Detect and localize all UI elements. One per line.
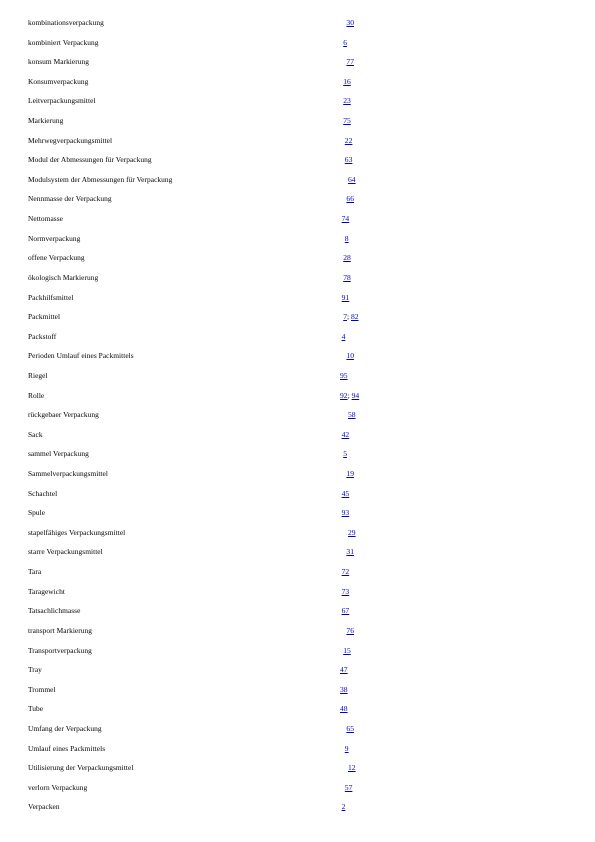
index-term: Rolle bbox=[28, 390, 45, 400]
page-link[interactable]: 92 bbox=[340, 390, 348, 400]
page-link[interactable]: 10 bbox=[346, 351, 354, 361]
index-page-refs bbox=[340, 194, 354, 204]
page-link[interactable]: 15 bbox=[343, 645, 351, 655]
index-entry bbox=[0, 799, 595, 819]
index-entry bbox=[0, 309, 595, 329]
index-entry bbox=[0, 682, 595, 702]
index-entry bbox=[0, 760, 595, 780]
index-page-refs bbox=[340, 587, 349, 597]
index-page-refs bbox=[340, 175, 356, 185]
page-link[interactable]: 47 bbox=[340, 665, 348, 675]
index-term: Leitverpackungsmittel bbox=[28, 96, 96, 106]
page-separator: ; bbox=[347, 390, 352, 400]
page-link[interactable]: 82 bbox=[351, 312, 359, 322]
index-page-refs bbox=[340, 38, 347, 48]
index-page-refs bbox=[340, 685, 348, 695]
index-term: Tube bbox=[28, 704, 44, 714]
index-entry bbox=[0, 35, 595, 55]
page-link[interactable]: 19 bbox=[346, 469, 354, 479]
index-term: Mehrwegverpackungsmittel bbox=[28, 135, 113, 145]
index-entry bbox=[0, 564, 595, 584]
index-entry bbox=[0, 466, 595, 486]
index-term: Riegel bbox=[28, 370, 48, 380]
index-page-refs bbox=[340, 704, 348, 714]
index-page-refs bbox=[340, 155, 352, 165]
index-term: Packstoff bbox=[28, 331, 57, 341]
index-page-refs bbox=[340, 273, 351, 283]
index-page-refs bbox=[340, 253, 351, 263]
index-term: rückgebaer Verpackung bbox=[28, 410, 99, 420]
index-page-refs bbox=[340, 391, 359, 401]
index-term: Modulsystem der Abmessungen für Verpackung bbox=[28, 174, 173, 184]
page-link[interactable]: 6 bbox=[343, 37, 347, 47]
index-term: Packhilfsmittel bbox=[28, 292, 74, 302]
index-page-refs bbox=[340, 489, 349, 499]
page-link[interactable]: 93 bbox=[341, 508, 350, 518]
index-entry bbox=[0, 152, 595, 172]
page-link[interactable]: 57 bbox=[344, 782, 353, 792]
index-entry bbox=[0, 93, 595, 113]
index-entry bbox=[0, 486, 595, 506]
index-entry bbox=[0, 427, 595, 447]
index-page-refs bbox=[340, 665, 348, 675]
index-term: Schachtel bbox=[28, 488, 58, 498]
index-entry bbox=[0, 780, 595, 800]
index-term: stapelfähiges Verpackungsmittel bbox=[28, 527, 126, 537]
index-page-refs bbox=[340, 410, 356, 420]
index-page-refs bbox=[340, 116, 351, 126]
index-term: Utilisierung der Verpackungsmittel bbox=[28, 763, 134, 773]
index-term: Nennmasse der Verpackung bbox=[28, 194, 112, 204]
index-page-refs bbox=[340, 606, 349, 616]
index-term: Umfang der Verpackung bbox=[28, 723, 102, 733]
page-link[interactable]: 45 bbox=[341, 488, 350, 498]
index-page-refs bbox=[340, 214, 349, 224]
page-link[interactable]: 12 bbox=[348, 763, 356, 773]
index-page-refs bbox=[340, 783, 352, 793]
index-entry bbox=[0, 74, 595, 94]
page-link[interactable]: 73 bbox=[341, 586, 350, 596]
index-term: Tatsachlichmasse bbox=[28, 606, 81, 616]
page-link[interactable]: 22 bbox=[344, 135, 353, 145]
page-link[interactable]: 77 bbox=[346, 57, 354, 67]
index-entry bbox=[0, 643, 595, 663]
index-term: Taragewicht bbox=[28, 586, 65, 596]
index-term: Nettomasse bbox=[28, 214, 63, 224]
page-link[interactable]: 65 bbox=[346, 723, 354, 733]
page-separator: ; bbox=[346, 312, 351, 322]
page-link[interactable]: 2 bbox=[341, 802, 346, 812]
index-entry bbox=[0, 701, 595, 721]
index-page-refs bbox=[340, 744, 349, 754]
index-page-refs bbox=[340, 724, 354, 734]
index-term: Transportverpackung bbox=[28, 645, 92, 655]
index-entry bbox=[0, 603, 595, 623]
index-entry bbox=[0, 544, 595, 564]
index-entry bbox=[0, 191, 595, 211]
index-entry bbox=[0, 329, 595, 349]
index-page-refs bbox=[340, 351, 354, 361]
index-page-refs bbox=[340, 371, 348, 381]
index-page-refs bbox=[340, 508, 349, 518]
page-link[interactable]: 9 bbox=[344, 743, 349, 753]
page-link[interactable]: 5 bbox=[343, 449, 347, 459]
index-entry bbox=[0, 15, 595, 35]
index-term: ökologisch Markierung bbox=[28, 272, 99, 282]
index-page-refs bbox=[340, 528, 356, 538]
index-term: starre Verpackungsmittel bbox=[28, 547, 103, 557]
index-page-refs bbox=[340, 332, 345, 342]
page-link[interactable]: 42 bbox=[341, 429, 350, 439]
index-entry bbox=[0, 505, 595, 525]
index-entry bbox=[0, 172, 595, 192]
page-link[interactable]: 63 bbox=[344, 155, 353, 165]
page-link[interactable]: 38 bbox=[340, 684, 348, 694]
index-term: Spule bbox=[28, 508, 46, 518]
index-page-refs bbox=[340, 449, 347, 459]
page-link[interactable]: 76 bbox=[346, 625, 354, 635]
page-link[interactable]: 4 bbox=[341, 331, 346, 341]
index-list bbox=[0, 15, 595, 819]
index-page-refs bbox=[340, 567, 349, 577]
index-entry bbox=[0, 388, 595, 408]
index-term: kombinationsverpackung bbox=[28, 18, 104, 27]
index-page-refs bbox=[340, 136, 352, 146]
index-entry bbox=[0, 623, 595, 643]
index-term: offene Verpackung bbox=[28, 253, 85, 263]
index-term: sammel Verpackung bbox=[28, 449, 89, 459]
page-link[interactable]: 23 bbox=[343, 96, 351, 106]
page-link[interactable]: 91 bbox=[341, 292, 350, 302]
index-entry bbox=[0, 584, 595, 604]
index-entry bbox=[0, 741, 595, 761]
index-page-refs bbox=[340, 312, 359, 322]
index-term: Perioden Umlauf eines Packmittels bbox=[28, 351, 134, 361]
index-page-refs bbox=[340, 626, 354, 636]
index-term: konsum Markierung bbox=[28, 57, 89, 67]
page-link[interactable]: 31 bbox=[346, 547, 354, 557]
index-entry bbox=[0, 446, 595, 466]
page-link[interactable]: 75 bbox=[343, 116, 351, 126]
index-entry bbox=[0, 133, 595, 153]
index-term: Verpacken bbox=[28, 802, 60, 812]
index-term: Trommel bbox=[28, 684, 56, 694]
page-link[interactable]: 16 bbox=[343, 76, 351, 86]
index-page-refs bbox=[340, 18, 354, 28]
page-link[interactable]: 8 bbox=[344, 233, 349, 243]
index-page-refs bbox=[340, 57, 354, 67]
index-entry bbox=[0, 113, 595, 133]
index-page-refs bbox=[340, 763, 356, 773]
index-entry bbox=[0, 250, 595, 270]
index-term: Packmittel bbox=[28, 312, 61, 322]
index-entry bbox=[0, 290, 595, 310]
index-entry bbox=[0, 662, 595, 682]
index-page-refs bbox=[340, 96, 351, 106]
page-link[interactable]: 66 bbox=[346, 194, 354, 204]
index-page-refs bbox=[340, 802, 345, 812]
page-link[interactable]: 74 bbox=[341, 214, 350, 224]
page-link[interactable]: 95 bbox=[340, 370, 348, 380]
index-entry bbox=[0, 348, 595, 368]
index-entry bbox=[0, 211, 595, 231]
page-link[interactable]: 29 bbox=[348, 527, 356, 537]
index-page-refs bbox=[340, 469, 354, 479]
index-entry bbox=[0, 270, 595, 290]
index-entry bbox=[0, 368, 595, 388]
index-page-refs bbox=[340, 77, 351, 87]
index-entry bbox=[0, 231, 595, 251]
index-term: Markierung bbox=[28, 116, 64, 126]
index-term: transport Markierung bbox=[28, 625, 93, 635]
index-term: Sack bbox=[28, 429, 43, 439]
index-term: Normverpackung bbox=[28, 233, 81, 243]
index-term: Konsumverpackung bbox=[28, 76, 89, 86]
index-page-refs bbox=[340, 293, 349, 303]
page-link[interactable]: 64 bbox=[348, 174, 356, 184]
index-page-refs bbox=[340, 234, 349, 244]
index-page-refs bbox=[340, 430, 349, 440]
index-page-refs bbox=[340, 547, 354, 557]
index-entry bbox=[0, 407, 595, 427]
page-link[interactable]: 7 bbox=[343, 312, 347, 322]
index-entry bbox=[0, 721, 595, 741]
page-link[interactable]: 78 bbox=[343, 272, 351, 282]
page-link[interactable]: 48 bbox=[340, 704, 348, 714]
index-term: Umlauf eines Packmittels bbox=[28, 743, 106, 753]
index-term: Sammelverpackungsmittel bbox=[28, 469, 108, 479]
index-term: verlorn Verpackung bbox=[28, 782, 88, 792]
index-term: kombiniert Verpackung bbox=[28, 37, 99, 47]
page-link[interactable]: 67 bbox=[341, 606, 350, 616]
index-term: Tray bbox=[28, 665, 42, 675]
index-page-refs bbox=[340, 646, 351, 656]
index-entry bbox=[0, 525, 595, 545]
page-link[interactable]: 94 bbox=[351, 390, 360, 400]
page-link[interactable]: 58 bbox=[348, 410, 356, 420]
page-link[interactable]: 72 bbox=[341, 567, 350, 577]
page-link[interactable]: 30 bbox=[346, 18, 354, 27]
index-term: Tara bbox=[28, 567, 42, 577]
index-entry bbox=[0, 54, 595, 74]
page-link[interactable]: 28 bbox=[343, 253, 351, 263]
index-term: Modul der Abmessungen für Verpackung bbox=[28, 155, 152, 165]
